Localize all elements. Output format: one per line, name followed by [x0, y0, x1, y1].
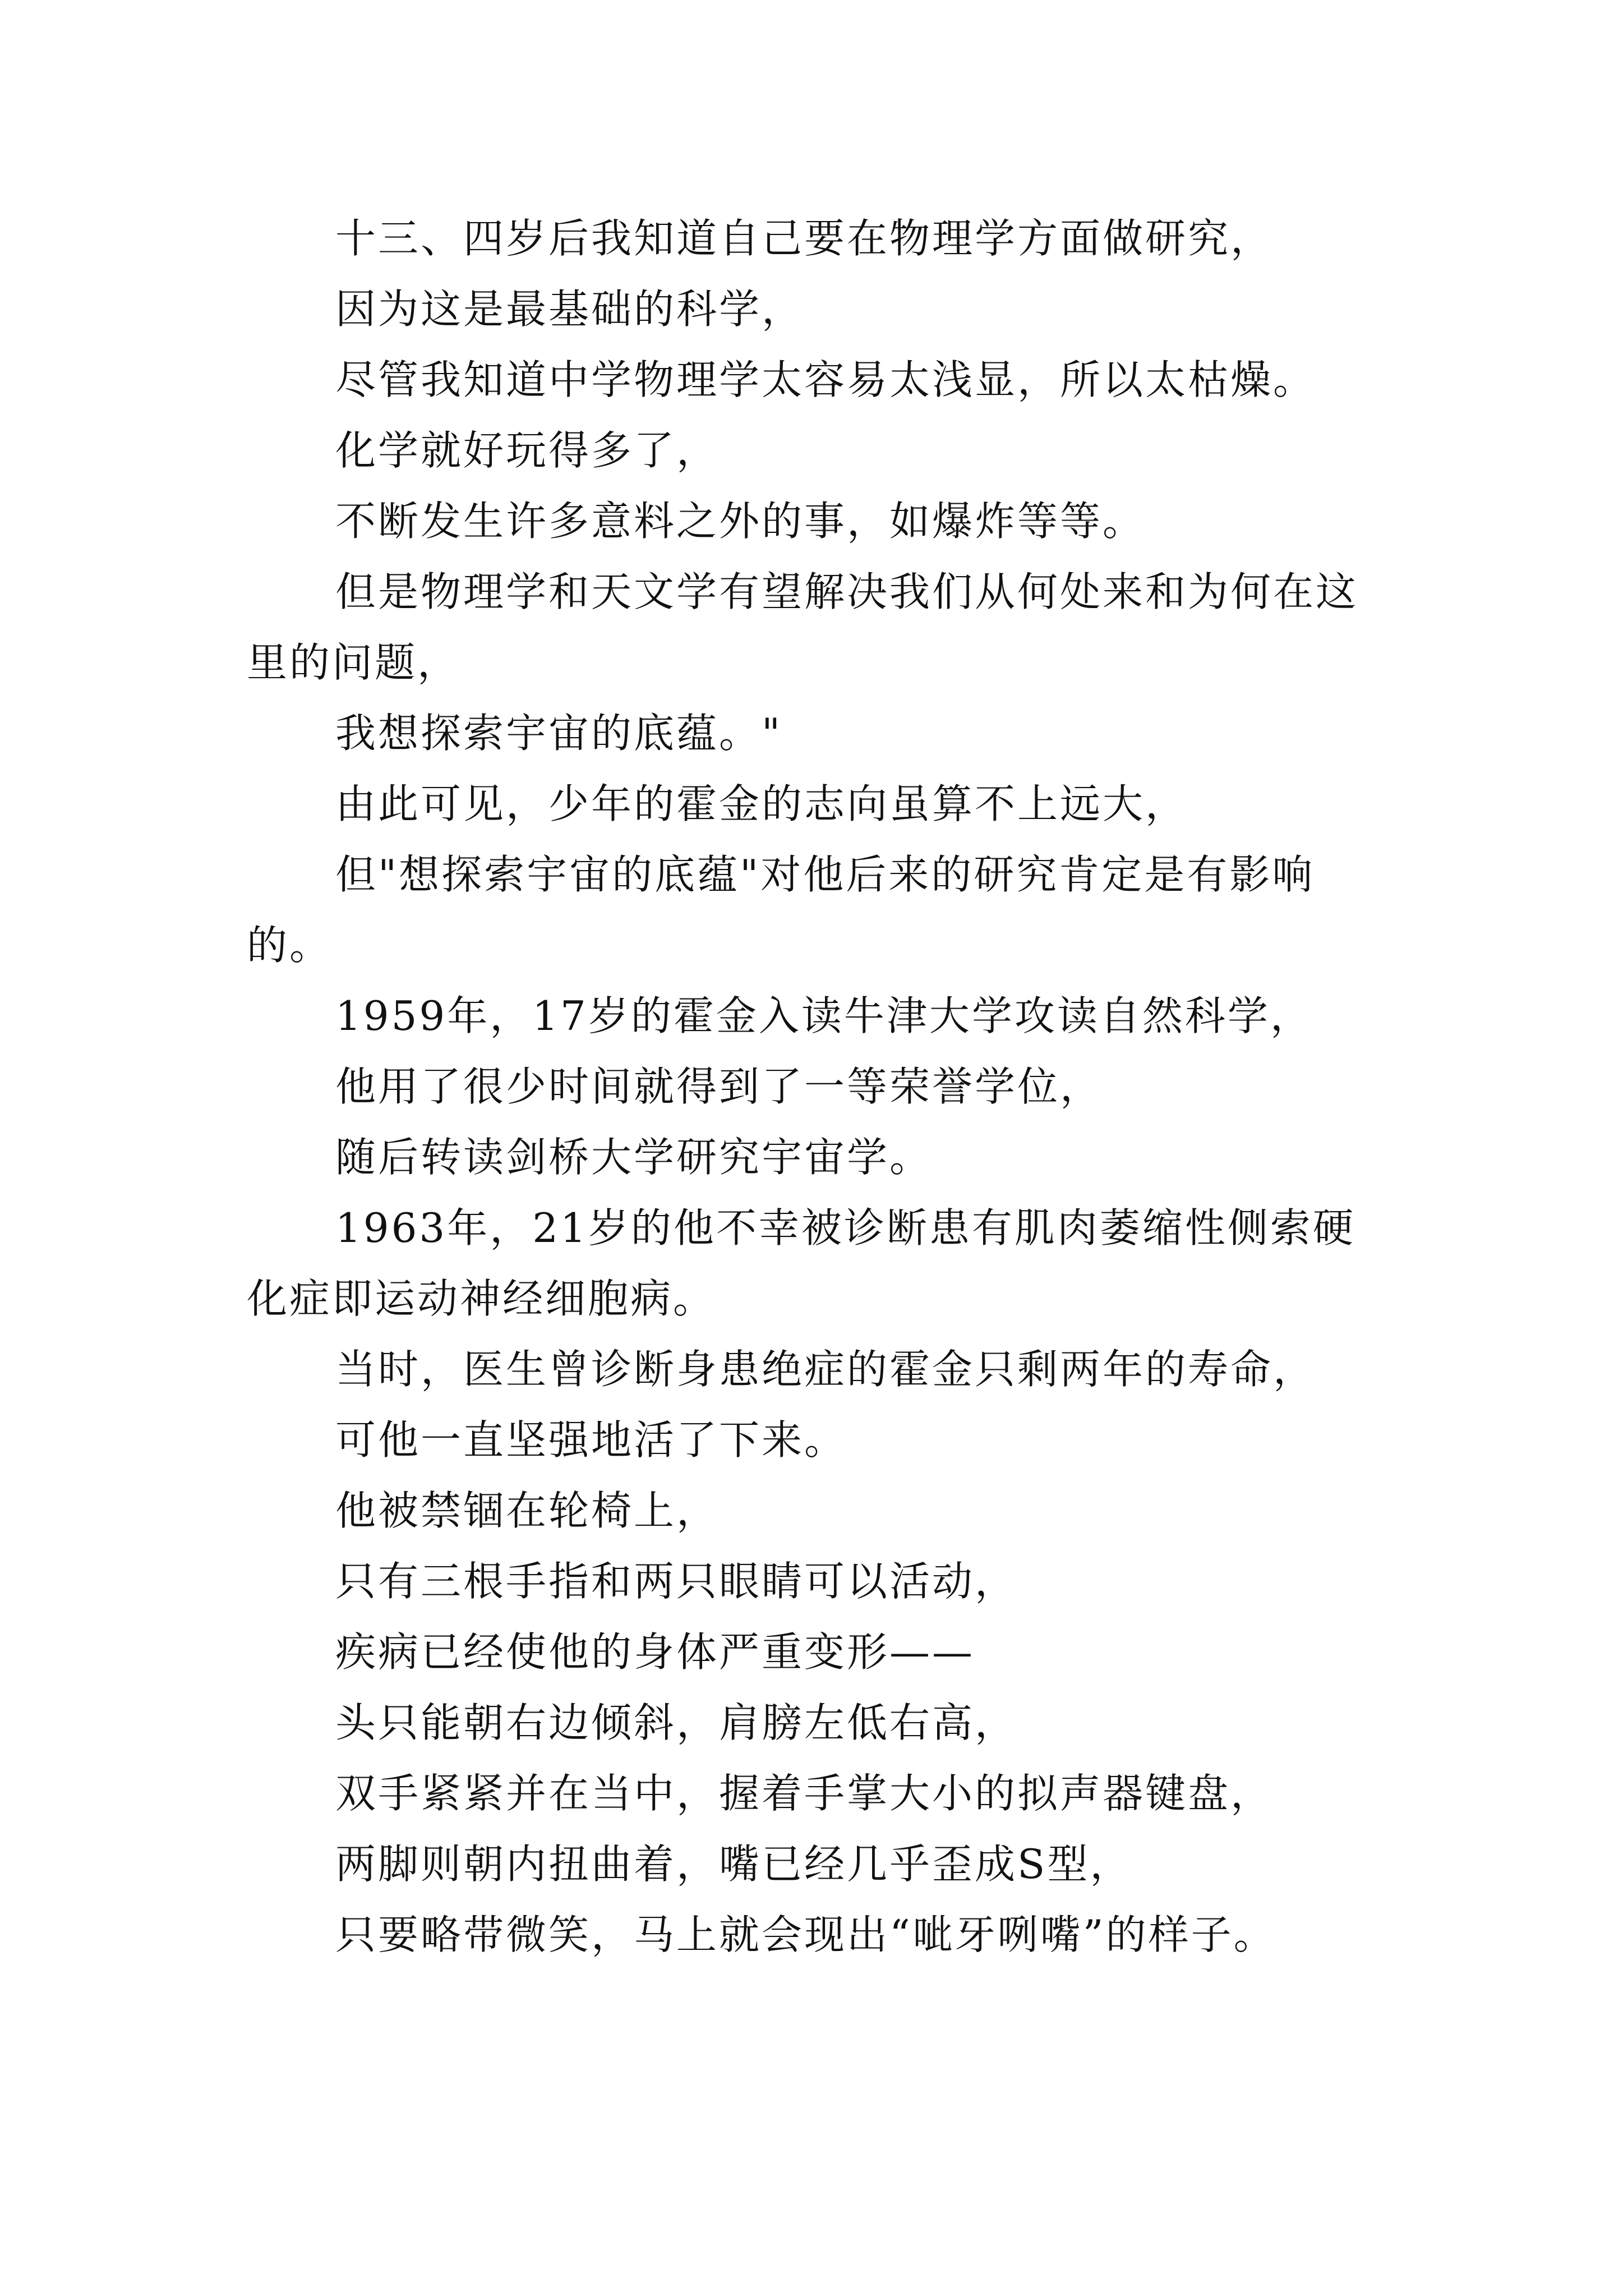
paragraph: 两脚则朝内扭曲着，嘴已经几乎歪成S型，: [335, 1841, 1133, 1888]
paragraph: 他用了很少时间就得到了一等荣誉学位，: [335, 1063, 1103, 1110]
paragraph: 双手紧紧并在当中，握着手掌大小的拟声器键盘，: [335, 1770, 1274, 1817]
paragraph: 可他一直坚强地活了下来。: [335, 1416, 847, 1464]
paragraph: 只有三根手指和两只眼睛可以活动，: [335, 1558, 1018, 1605]
paragraph: 尽管我知道中学物理学太容易太浅显，所以太枯燥。: [335, 356, 1316, 403]
paragraph: 只要略带微笑，马上就会现出“呲牙咧嘴”的样子。: [335, 1911, 1276, 1958]
paragraph: 我想探索宇宙的底蕴。": [335, 710, 783, 757]
paragraph: 他被禁锢在轮椅上，: [335, 1487, 720, 1534]
paragraph: 1959年，17岁的霍金入读牛津大学攻读自然科学，: [335, 992, 1313, 1039]
paragraph: 但是物理学和天文学有望解决我们从何处来和为何在这里的问题，: [247, 568, 1359, 686]
paragraph: 十三、四岁后我知道自己要在物理学方面做研究，: [335, 215, 1274, 262]
paragraph: 但"想探索宇宙的底蕴"对他后来的研究肯定是有影响的。: [247, 851, 1315, 969]
paragraph: 由此可见，少年的霍金的志向虽算不上远大，: [335, 780, 1188, 827]
paragraph: 不断发生许多意料之外的事，如爆炸等等。: [335, 498, 1146, 545]
paragraph: 因为这是最基础的科学，: [335, 286, 805, 333]
paragraph: 化学就好玩得多了，: [335, 427, 720, 474]
paragraph: 当时，医生曾诊断身患绝症的霍金只剩两年的寿命，: [335, 1346, 1316, 1393]
paragraph: 疾病已经使他的身体严重变形——: [335, 1628, 975, 1676]
paragraph: 头只能朝右边倾斜，肩膀左低右高，: [335, 1699, 1018, 1746]
paragraph: 随后转读剑桥大学研究宇宙学。: [335, 1134, 933, 1181]
document-body: [247, 203, 1385, 1970]
paragraph: 1963年，21岁的他不幸被诊断患有肌肉萎缩性侧索硬化症即运动神经细胞病。: [247, 1204, 1355, 1322]
